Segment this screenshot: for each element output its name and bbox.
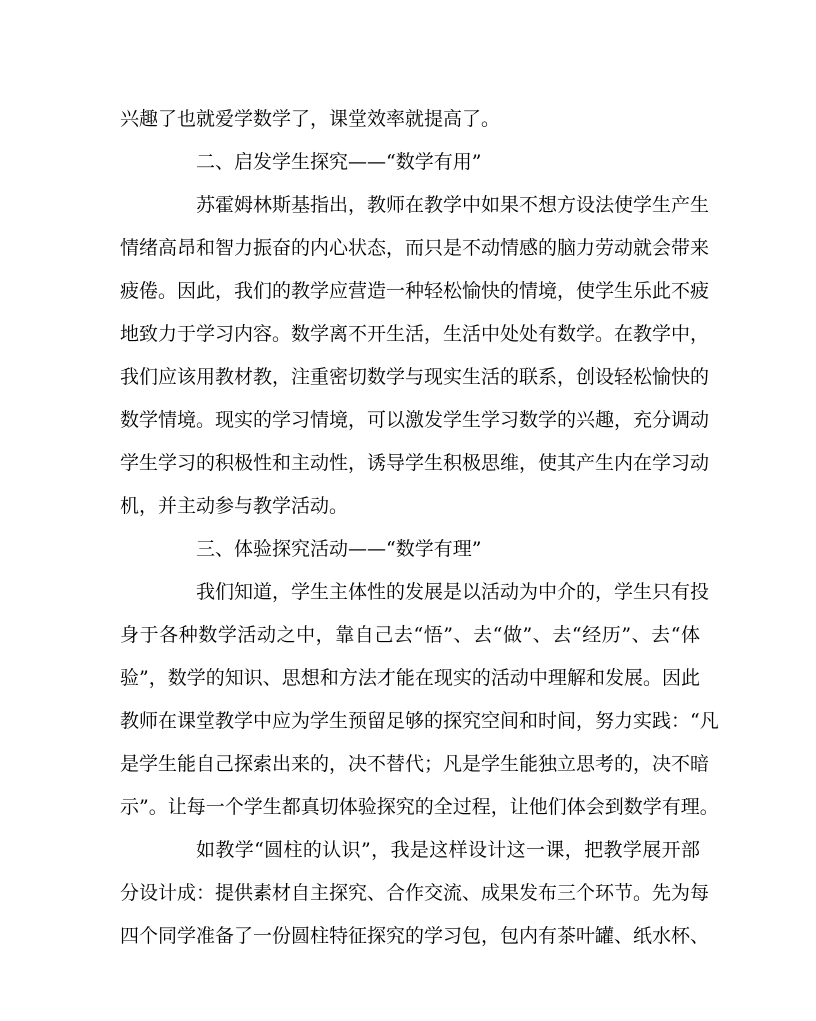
paragraph-line: 兴趣了也就爱学数学了，课堂效率就提高了。 (120, 108, 501, 130)
section-heading: 二、启发学生探究——“数学有用” (196, 151, 482, 173)
paragraph-line: 是学生能自己探索出来的，决不替代；凡是学生能独立思考的，决不暗 (120, 753, 710, 775)
paragraph-line: 情绪高昂和智力振奋的内心状态，而只是不动情感的脑力劳动就会带来 (120, 237, 710, 259)
paragraph-line: 验”，数学的知识、思想和方法才能在现实的活动中理解和发展。因此 (120, 667, 700, 689)
paragraph-line: 学生学习的积极性和主动性，诱导学生积极思维，使其产生内在学习动 (120, 452, 710, 474)
paragraph-line: 苏霍姆林斯基指出，教师在教学中如果不想方设法使学生产生 (196, 194, 710, 216)
paragraph-line: 数学情境。现实的学习情境，可以激发学生学习数学的兴趣，充分调动 (120, 409, 710, 431)
paragraph-line: 四个同学准备了一份圆柱特征探究的学习包，包内有茶叶罐、纸水杯、 (120, 925, 710, 947)
paragraph-line: 地致力于学习内容。数学离不开生活，生活中处处有数学。在教学中， (120, 323, 710, 345)
paragraph-line: 如教学“圆柱的认识”，我是这样设计这一课，把教学展开部 (196, 839, 700, 861)
paragraph-line: 教师在课堂教学中应为学生预留足够的探究空间和时间，努力实践：“凡 (120, 710, 719, 732)
paragraph-line: 疲倦。因此，我们的教学应营造一种轻松愉快的情境，使学生乐此不疲 (120, 280, 710, 302)
section-heading: 三、体验探究活动——“数学有理” (196, 538, 482, 560)
paragraph-line: 分设计成：提供素材自主探究、合作交流、成果发布三个环节。先为每 (120, 882, 710, 904)
paragraph-line: 身于各种数学活动之中，靠自己去“悟”、去“做”、去“经历”、去“体 (120, 624, 700, 646)
paragraph-line: 机，并主动参与教学活动。 (120, 495, 349, 517)
paragraph-line: 示”。让每一个学生都真切体验探究的全过程，让他们体会到数学有理。 (120, 796, 719, 818)
paragraph-line: 我们知道，学生主体性的发展是以活动为中介的，学生只有投 (196, 581, 710, 603)
paragraph-line: 我们应该用教材教，注重密切数学与现实生活的联系，创设轻松愉快的 (120, 366, 710, 388)
